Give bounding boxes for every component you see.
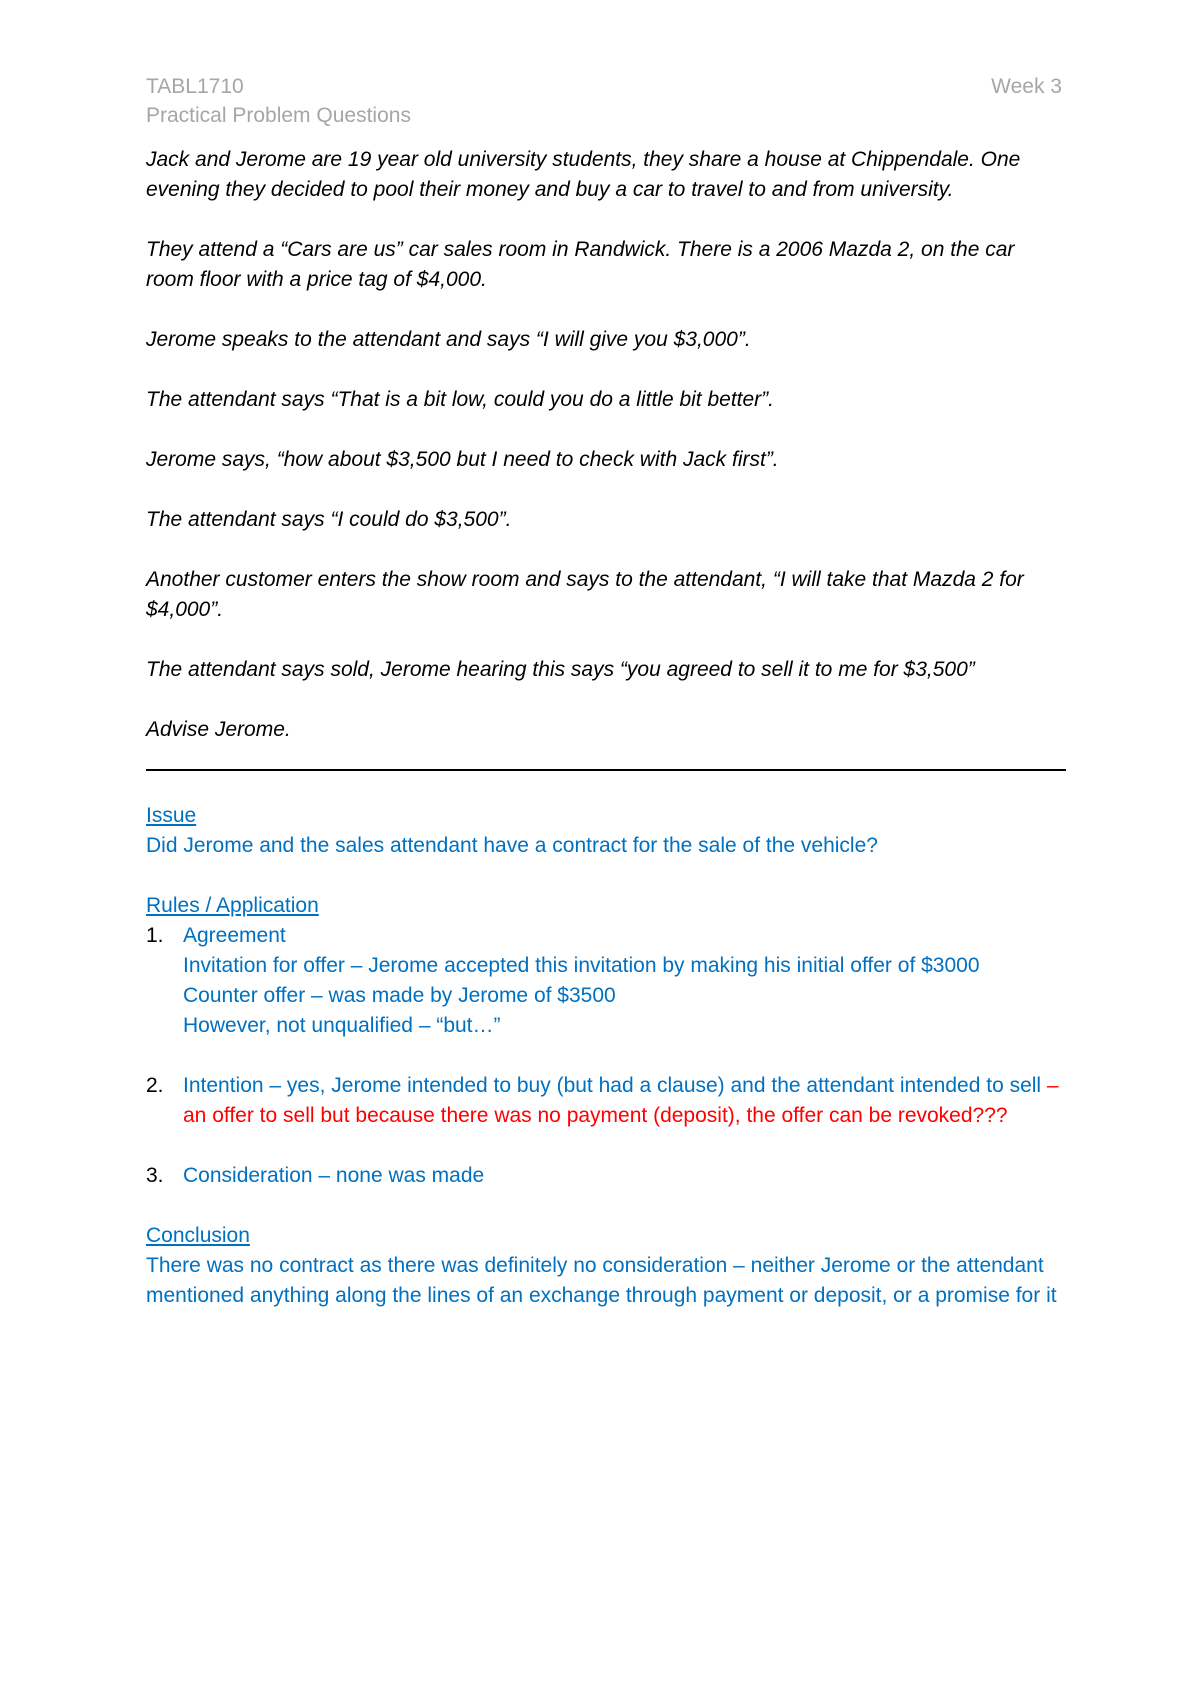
question-paragraph: Jerome speaks to the attendant and says “I will give you $3,000”.: [146, 328, 751, 351]
rules-list: [146, 921, 1066, 1191]
divider-line: [146, 769, 1066, 771]
question-paragraph: Another customer enters the show room and says to the attendant, “I will take that Mazda 2 for $4,000”.: [146, 568, 1024, 621]
question-paragraph: Jerome says, “how about $3,500 but I need to check with Jack first”.: [146, 448, 779, 471]
answer-section: [146, 801, 1066, 1311]
conclusion-text: There was no contract as there was definitely no consideration – neither Jerome or the attendant mentioned anything along the lines of an exchange through payment or deposit, or a promise for it: [146, 1254, 1057, 1307]
page-header-left: [146, 72, 411, 130]
question-paragraph: Jack and Jerome are 19 year old university students, they share a house at Chippendale. One evening they decided to pool their money and buy a car to travel to and from university.: [146, 148, 1021, 201]
rule-number: 3.: [146, 1164, 164, 1187]
issue-block: [146, 801, 1066, 861]
question-paragraph: They attend a “Cars are us” car sales room in Randwick. There is a 2006 Mazda 2, on the car room floor with a price tag of $4,000.: [146, 238, 1015, 291]
rule-text-highlight: – an offer to sell but because there was no payment (deposit), the offer can be revoked???: [183, 1074, 1059, 1127]
conclusion-block: [146, 1221, 1066, 1311]
rule-item-intention: [146, 1071, 1066, 1131]
rule-item-consideration: [146, 1161, 1066, 1191]
rule-line: However, not unqualified – “but…”: [183, 1014, 501, 1037]
question-paragraph: The attendant says “That is a bit low, could you do a little bit better”.: [146, 388, 775, 411]
rules-heading: Rules / Application: [146, 894, 319, 917]
rule-line: Counter offer – was made by Jerome of $3500: [183, 984, 616, 1007]
conclusion-heading: Conclusion: [146, 1224, 250, 1247]
document-subtitle: Practical Problem Questions: [146, 104, 411, 127]
rule-title: Agreement: [183, 924, 286, 947]
issue-text: Did Jerome and the sales attendant have a contract for the sale of the vehicle?: [146, 834, 878, 857]
issue-heading: Issue: [146, 804, 197, 827]
rule-line: Invitation for offer – Jerome accepted this invitation by making his initial offer of $3000: [183, 954, 980, 977]
question-paragraph: Advise Jerome.: [146, 718, 291, 741]
rule-text: Intention – yes, Jerome intended to buy (but had a clause) and the attendant intended to sell: [183, 1074, 1042, 1097]
rule-number: 2.: [146, 1074, 164, 1097]
question-paragraph: The attendant says “I could do $3,500”.: [146, 508, 512, 531]
problem-question: [146, 145, 1066, 745]
course-code: TABL1710: [146, 75, 244, 98]
rule-title: Consideration – none was made: [183, 1164, 485, 1187]
rules-block: [146, 891, 1066, 1191]
week-label: Week 3: [991, 75, 1062, 98]
question-paragraph: The attendant says sold, Jerome hearing this says “you agreed to sell it to me for $3,500”: [146, 658, 975, 681]
document-body: [146, 145, 1066, 1341]
rule-number: 1.: [146, 924, 164, 947]
rule-item-agreement: [146, 921, 1066, 1041]
